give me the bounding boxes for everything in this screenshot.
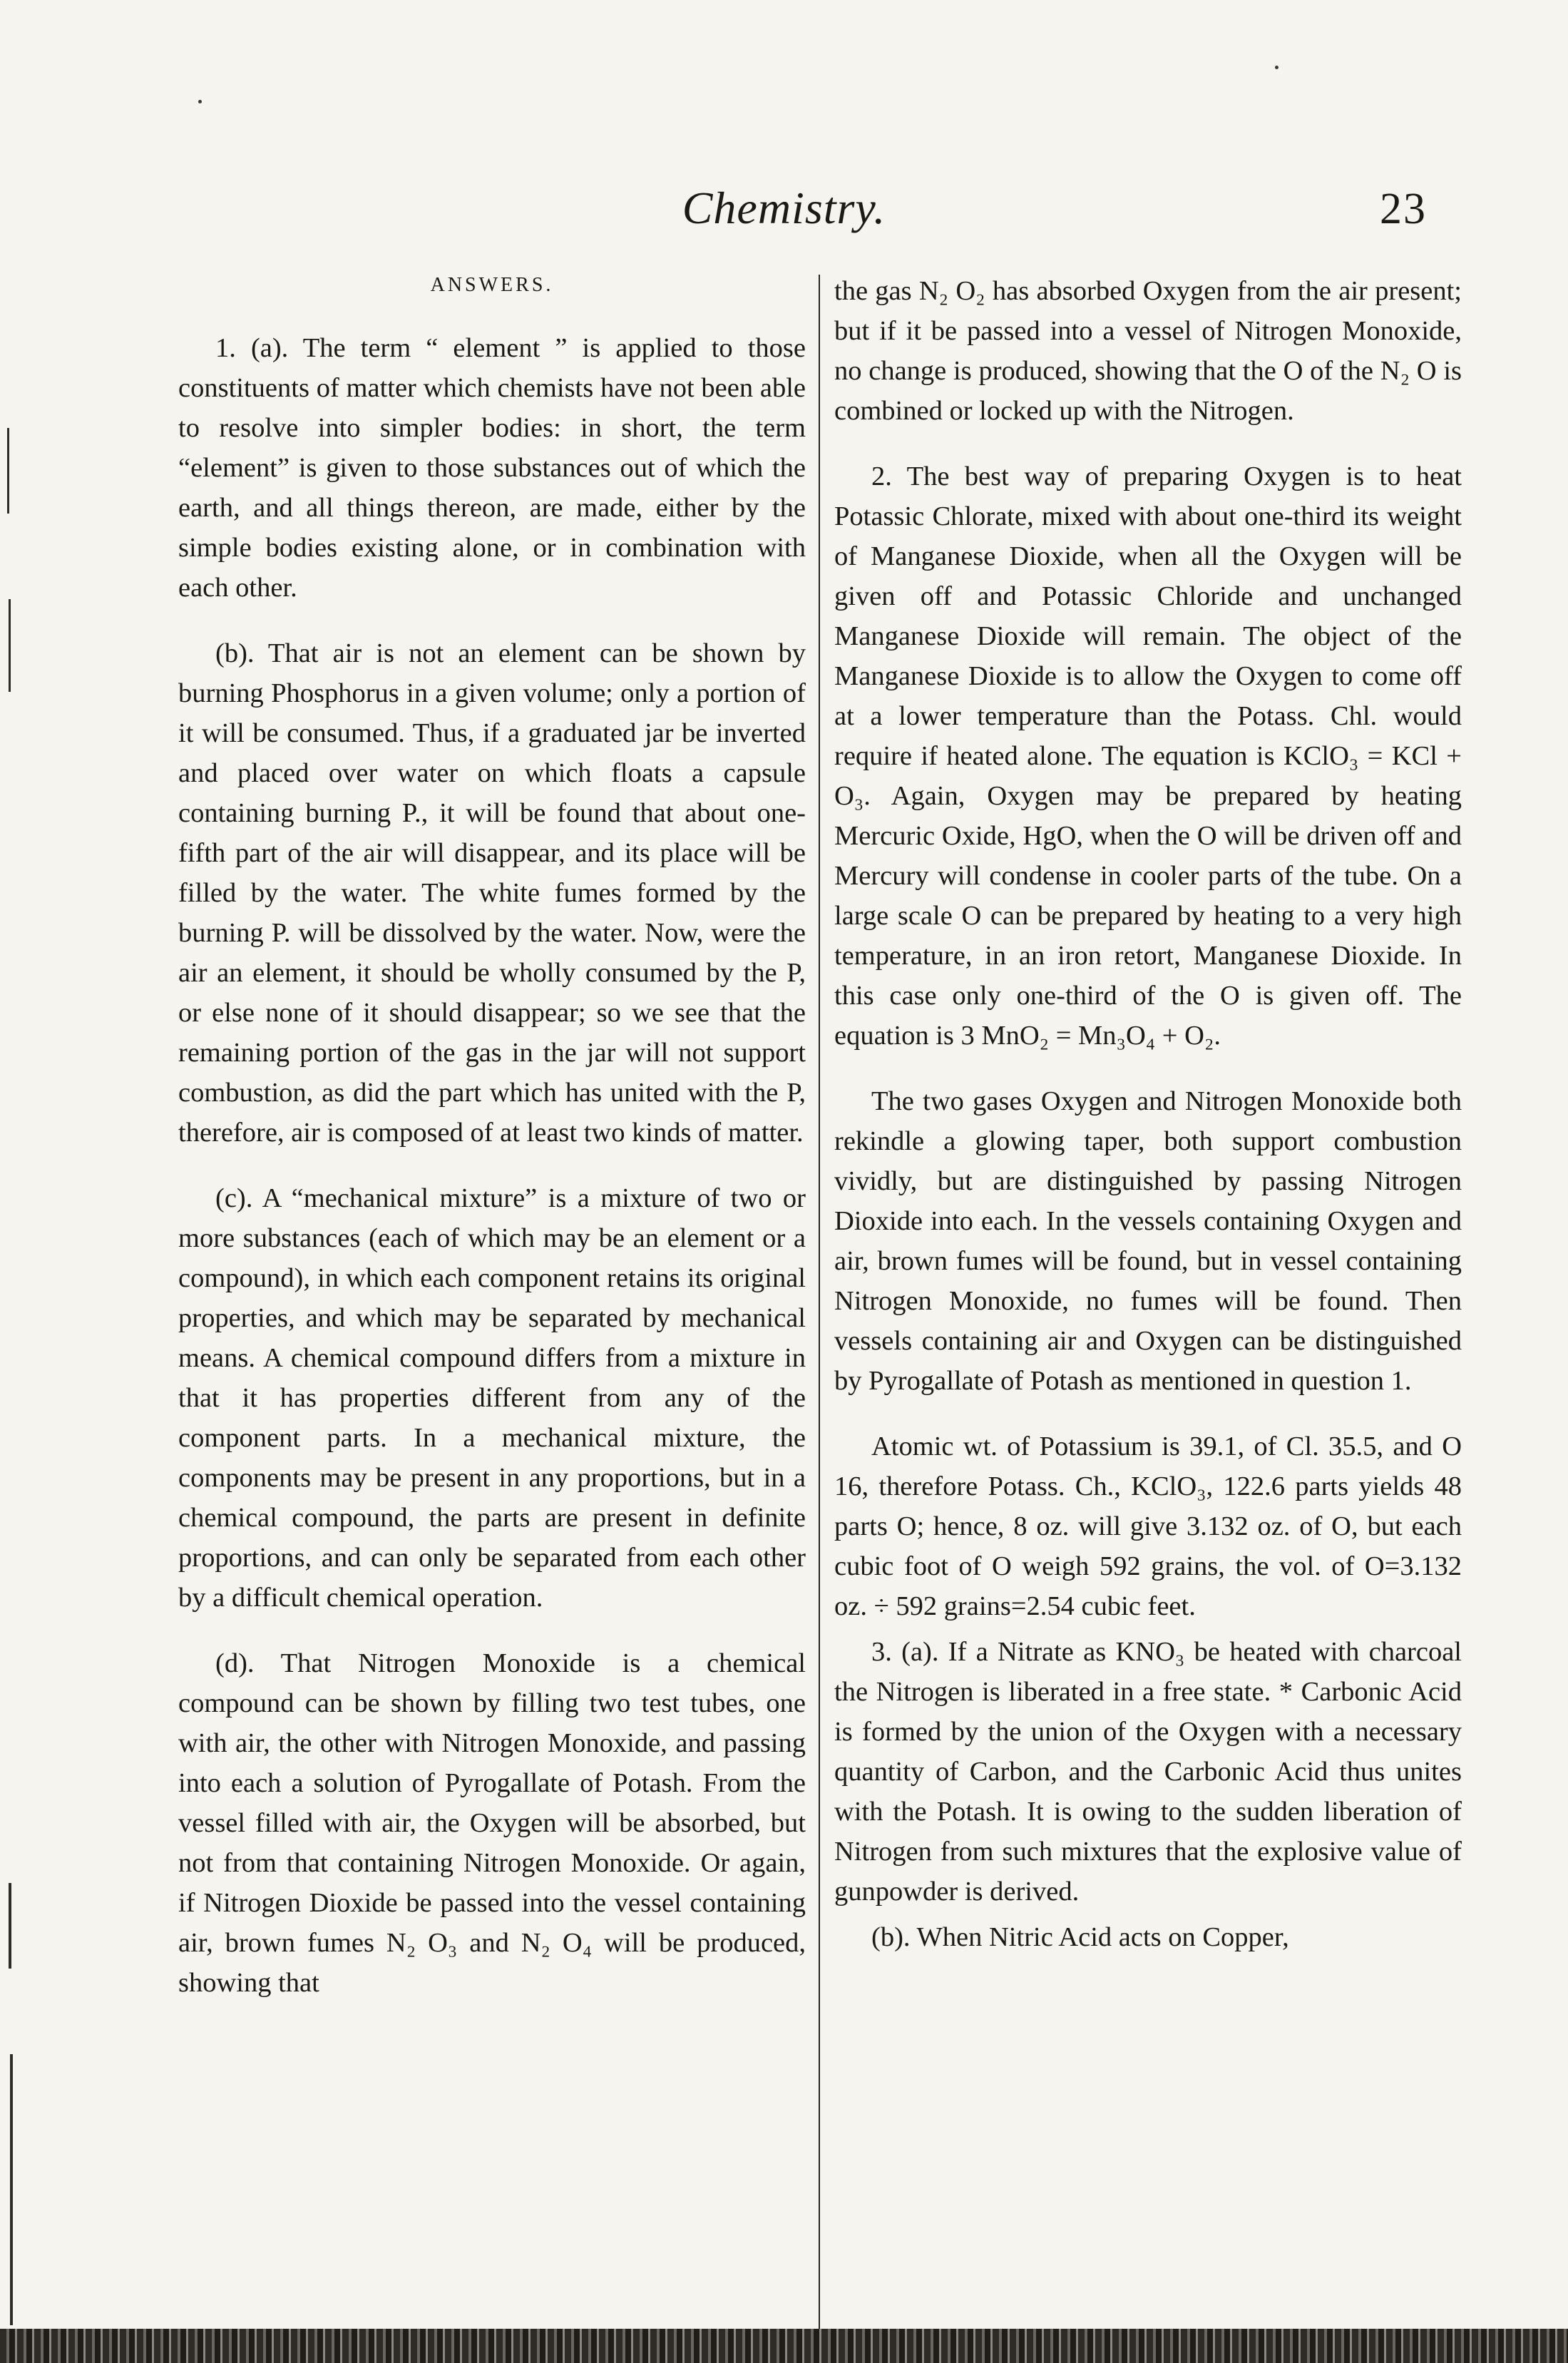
left-column [178, 271, 806, 2009]
answer-3b-paragraph: (b). When Nitric Acid acts on Copper, [871, 1922, 1289, 1952]
answer-1d-continuation: the gas N₂ O₂ has absorbed Oxygen from the air present; but if it be passed into a vessel of Nitrogen Monoxide, no change is produced, showing that the O of the N₂ O is combined or locked up with the Nitrogen. [834, 276, 1462, 426]
scan-speck [198, 100, 202, 103]
page-number: 23 [1380, 185, 1427, 233]
answer-3a-paragraph: 3. (a). If a Nitrate as KNO₃ be heated with charcoal the Nitrogen is liberated in a free state. * Carbonic Acid is formed by the union of the Oxygen with a necessary quantity of Carbon, and the Carbonic Acid thus unites with the Potash. It is owing to the sudden liberation of Nitrogen from such mixtures that the explosive value of gunpowder is derived. [834, 1637, 1462, 1907]
right-column [834, 271, 1462, 1983]
left-edge-mark [7, 428, 9, 514]
section-heading: ANSWERS. [430, 274, 554, 296]
atomic-weight-paragraph: Atomic wt. of Potassium is 39.1, of Cl. 35.5, and O 16, therefore Potass. Ch., KClO₃, 122.6 parts yields 48 parts O; hence, 8 oz. will give 3.132 oz. of O, but each cubic foot of O weigh 592 grains, the vol. of O=3.132 oz. ÷ 592 grains=2.54 cubic feet. [834, 1431, 1462, 1621]
scan-speck [1275, 66, 1279, 69]
gas-distinction-paragraph: The two gases Oxygen and Nitrogen Monoxide both rekindle a glowing taper, both support combustion vividly, but are distinguished by passing Nitrogen Dioxide into each. In the vessels containing Oxygen and air, brown fumes will be found, but in vessel containing Nitrogen Monoxide, no fumes will be found. Then vessels containing air and Oxygen can be distinguished by Pyrogallate of Potash as mentioned in question 1. [834, 1086, 1462, 1396]
answer-1c-paragraph: (c). A “mechanical mixture” is a mixture of two or more substances (each of which may be an element or a compound), in which each component retains its original properties, and which may be separated by mechanical means. A chemical compound differs from a mixture in that it has properties different from any of the component parts. In a mechanical mixture, the components may be present in any proportions, but in a chemical compound, the parts are present in definite proportions, and can only be separated from each other by a difficult chemical operation. [178, 1183, 806, 1613]
answer-1a-paragraph: 1. (a). The term “ element ” is applied to those constituents of matter which chemists have not been able to resolve into simpler bodies: in short, the term “element” is given to those substances out of which the earth, and all things thereon, are made, either by the simple bodies existing alone, or in combination with each other. [178, 333, 806, 603]
column-divider [819, 275, 820, 2347]
running-header-title: Chemistry. [682, 183, 886, 233]
left-edge-mark [10, 2054, 13, 2325]
answer-1b-paragraph: (b). That air is not an element can be shown by burning Phosphorus in a given volume; only a portion of it will be consumed. Thus, if a graduated jar be inverted and placed over water on which floats a capsule containing burning P., it will be found that about one-fifth part of the air will disappear, and its place will be filled by the water. The white fumes formed by the burning P. will be dissolved by the water. Now, were the air an element, it should be wholly consumed by the P, or else none of it should disappear; so we see that the remaining portion of the gas in the jar will not support combustion, as did the part which has united with the P, therefore, air is composed of at least two kinds of matter. [178, 638, 806, 1148]
bottom-scan-edge [0, 2329, 1568, 2363]
left-edge-mark [9, 1883, 11, 1969]
answer-2-paragraph: 2. The best way of preparing Oxygen is to heat Potassic Chlorate, mixed with about one-third its weight of Manganese Dioxide, when all the Oxygen will be given off and Potassic Chloride and unchanged Manganese Dioxide will remain. The object of the Manganese Dioxide is to allow the Oxygen to come off at a lower temperature than the Potass. Chl. would require if heated alone. The equation is KClO₃ = KCl + O₃. Again, Oxygen may be prepared by heating Mercuric Oxide, HgO, when the O will be driven off and Mercury will condense in cooler parts of the tube. On a large scale O can be prepared by heating to a very high temperature, in an iron retort, Manganese Dioxide. In this case only one-third of the O is given off. The equation is 3 MnO₂ = Mn₃O₄ + O₂. [834, 461, 1462, 1051]
left-edge-mark [9, 599, 11, 692]
answer-1d-paragraph: (d). That Nitrogen Monoxide is a chemical compound can be shown by filling two test tubes, one with air, the other with Nitrogen Monoxide, and passing into each a solution of Pyrogallate of Potash. From the vessel filled with air, the Oxygen will be absorbed, but not from that containing Nitrogen Monoxide. Or again, if Nitrogen Dioxide be passed into the vessel containing air, brown fumes N₂ O₃ and N₂ O₄ will be produced, showing that [178, 1648, 806, 1998]
